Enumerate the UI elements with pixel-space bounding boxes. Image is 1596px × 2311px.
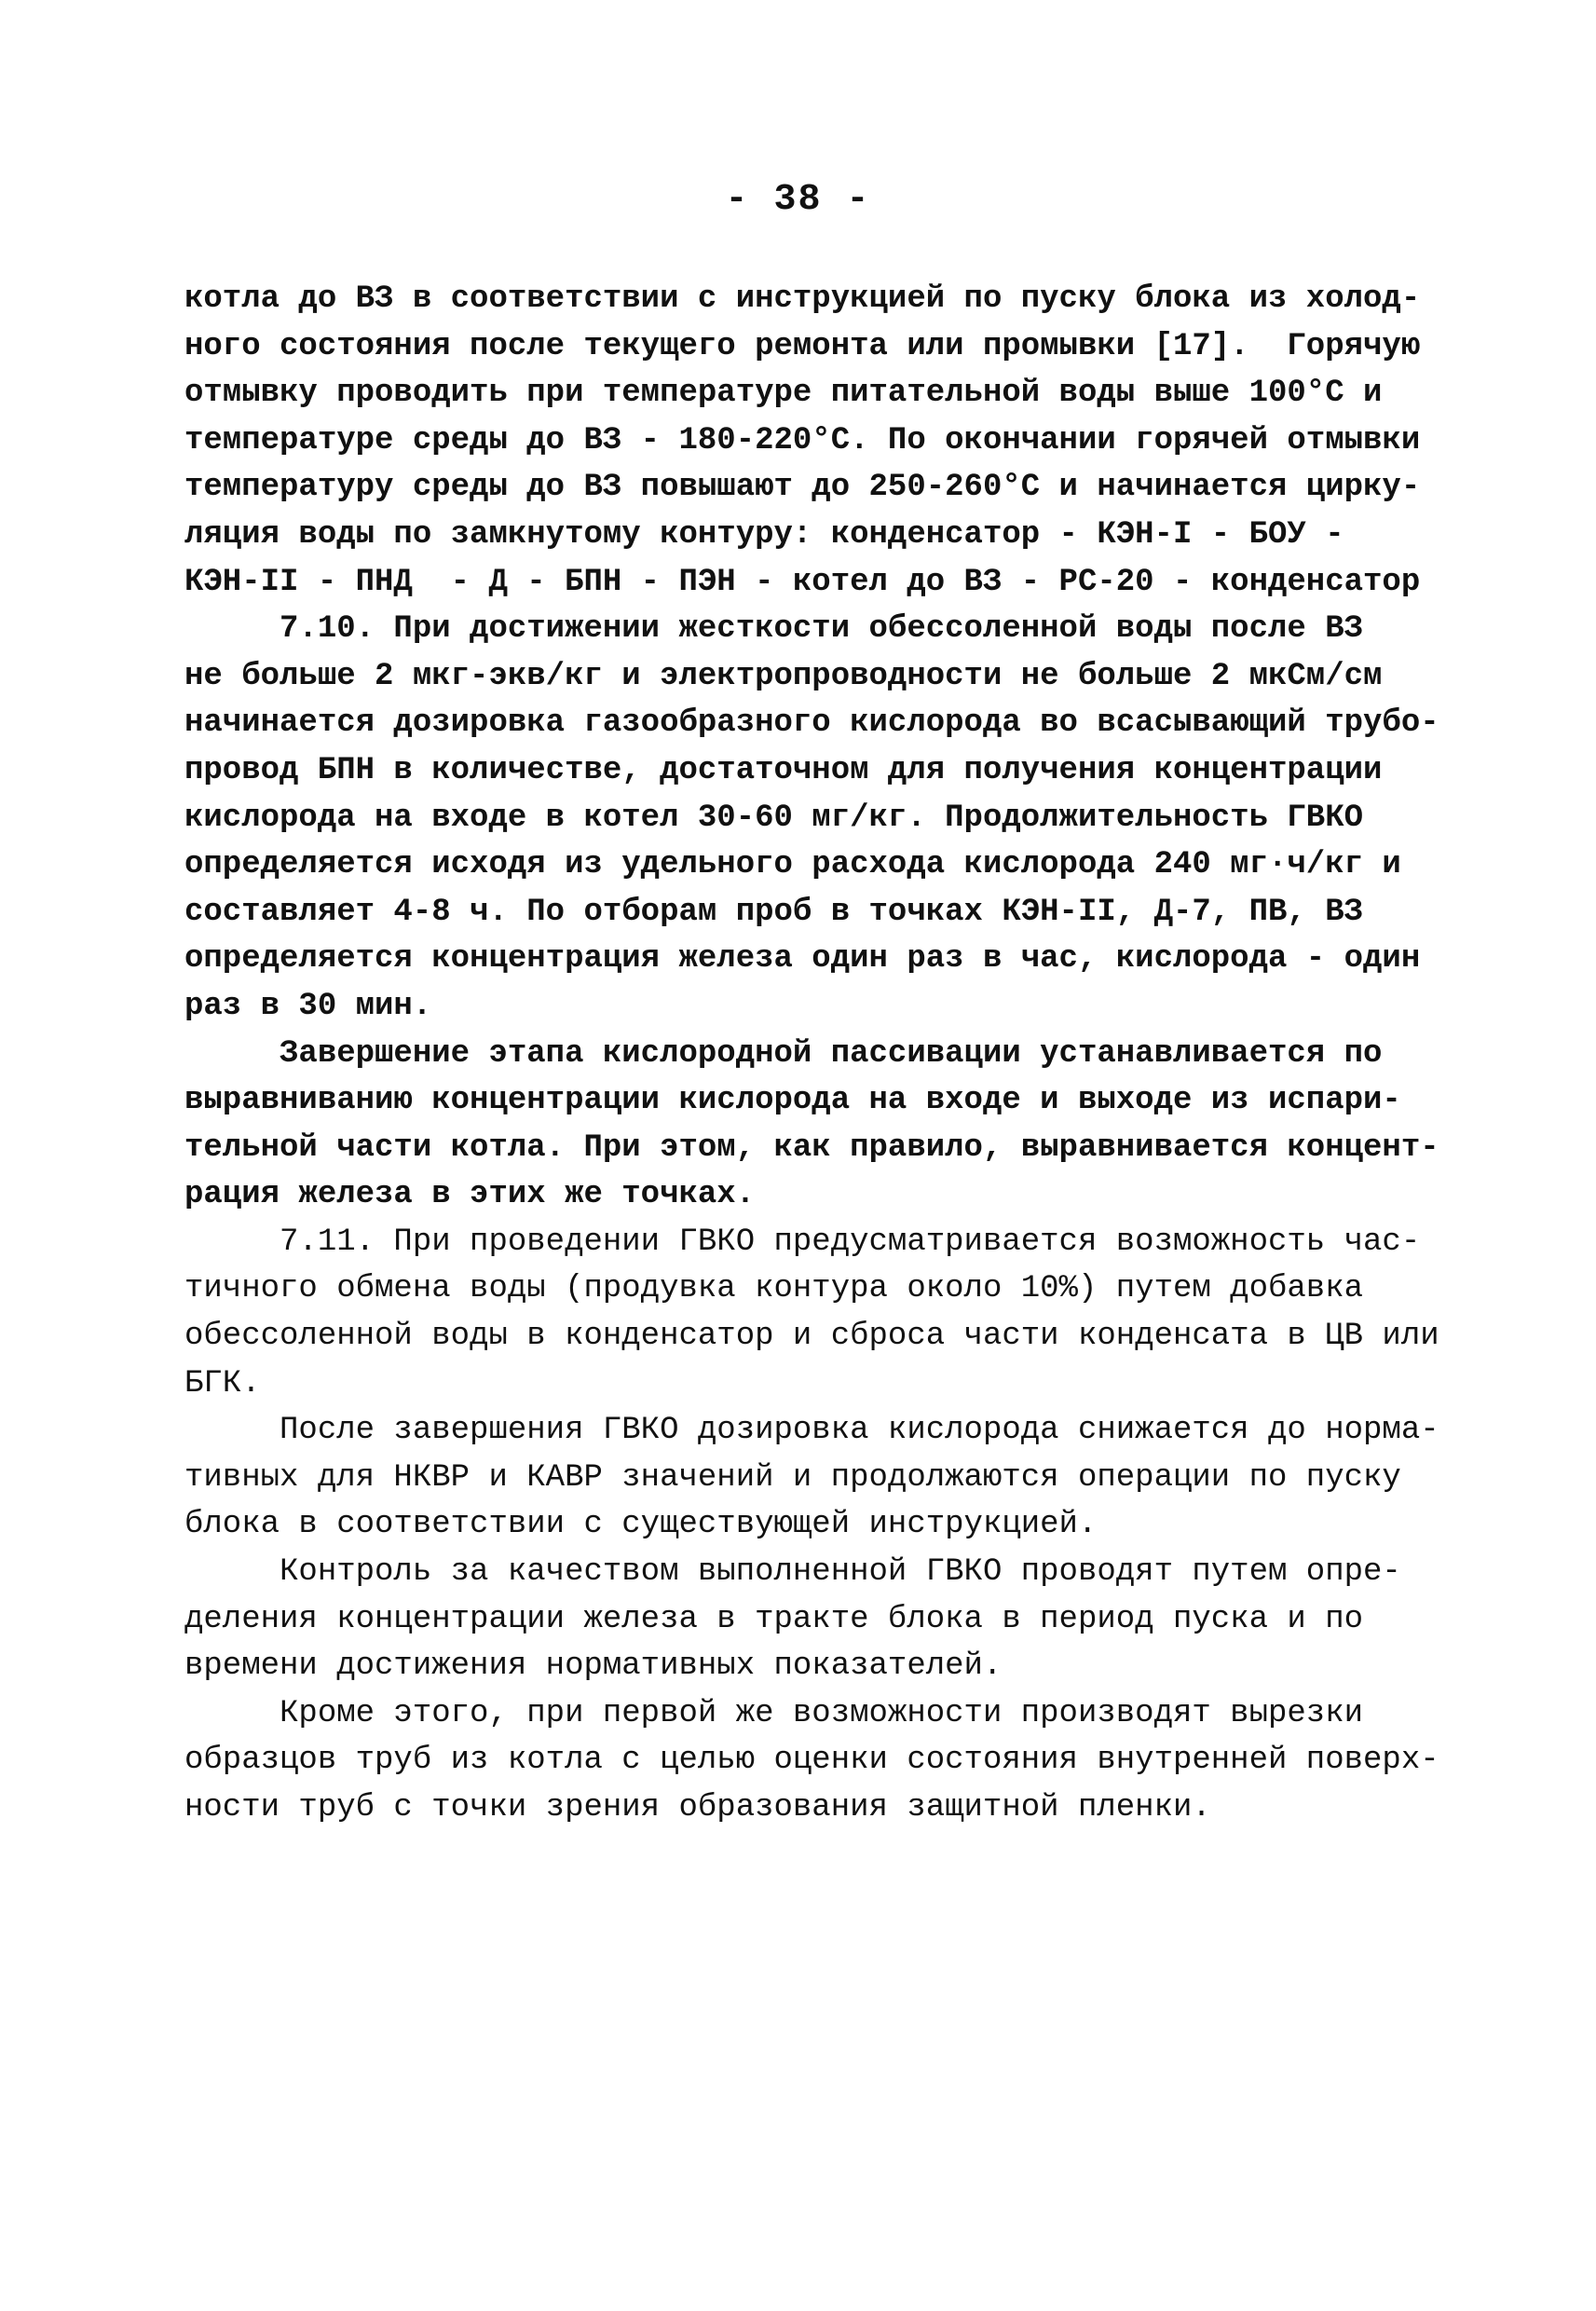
page-number: - 38 - [725, 179, 871, 221]
text-line: Кроме этого, при первой же возможности производят вырезки [184, 1695, 1364, 1731]
text-line: котла до ВЗ в соответствии с инструкцией по пуску блока из холод- [184, 281, 1421, 317]
text-line: тельной части котла. При этом, как правило, выравнивается концент- [184, 1129, 1439, 1166]
text-line: образцов труб из котла с целью оценки состояния внутренней поверх- [184, 1743, 1439, 1779]
text-line: тичного обмена воды (продувка контура около 10%) путем добавка [184, 1271, 1364, 1307]
text-line: 7.11. При проведении ГВКО предусматривается возможность час- [184, 1224, 1421, 1260]
text-line: определяется исходя из удельного расхода кислорода 240 мг·ч/кг и [184, 847, 1401, 883]
text-line: БГК. [184, 1365, 261, 1402]
text-line: обессоленной воды в конденсатор и сброса части конденсата в ЦВ или [184, 1319, 1439, 1355]
text-line: деления концентрации железа в тракте блока в период пуска и по [184, 1601, 1364, 1637]
text-line: выравниванию концентрации кислорода на входе и выходе из испари- [184, 1083, 1401, 1119]
text-line: КЭН-II - ПНД - Д - БПН - ПЭН - котел до ВЗ - РС-20 - конденсатор [184, 564, 1421, 600]
text-line: Завершение этапа кислородной пассивации устанавливается по [184, 1035, 1383, 1072]
text-line: не больше 2 мкг-экв/кг и электропроводности не больше 2 мкСм/см [184, 658, 1383, 694]
text-line: провод БПН в количестве, достаточном для получения концентрации [184, 752, 1383, 788]
text-line: После завершения ГВКО дозировка кислорода снижается до норма- [184, 1413, 1439, 1449]
text-line: ности труб с точки зрения образования защитной пленки. [184, 1790, 1211, 1826]
text-line: Контроль за качеством выполненной ГВКО проводят путем опре- [184, 1554, 1401, 1591]
text-line: кислорода на входе в котел 30-60 мг/кг. Продолжительность ГВКО [184, 800, 1364, 836]
text-line: блока в соответствии с существующей инструкцией. [184, 1507, 1098, 1543]
text-line: ляция воды по замкнутому контуру: конденсатор - КЭН-I - БОУ - [184, 516, 1344, 553]
text-line: температуре среды до ВЗ - 180-220°С. По окончании горячей отмывки [184, 422, 1421, 458]
body-text [184, 276, 1461, 1832]
text-line: отмывку проводить при температуре питательной воды выше 100°С и [184, 376, 1383, 412]
text-line: тивных для НКВР и КАВР значений и продолжаются операции по пуску [184, 1459, 1401, 1496]
text-line: раз в 30 мин. [184, 988, 432, 1024]
text-line: рация железа в этих же точках. [184, 1177, 756, 1213]
text-line: ного состояния после текущего ремонта или промывки [17]. Горячую [184, 328, 1421, 364]
text-line: температуру среды до ВЗ повышают до 250-260°С и начинается цирку- [184, 470, 1421, 506]
text-line: составляет 4-8 ч. По отборам проб в точках КЭН-II, Д-7, ПВ, ВЗ [184, 894, 1364, 930]
text-line: определяется концентрация железа один раз в час, кислорода - один [184, 941, 1421, 978]
text-line: 7.10. При достижении жесткости обессоленной воды после ВЗ [184, 611, 1364, 648]
text-line: начинается дозировка газообразного кислорода во всасывающий трубо- [184, 705, 1439, 742]
text-line: времени достижения нормативных показателей. [184, 1648, 1003, 1685]
